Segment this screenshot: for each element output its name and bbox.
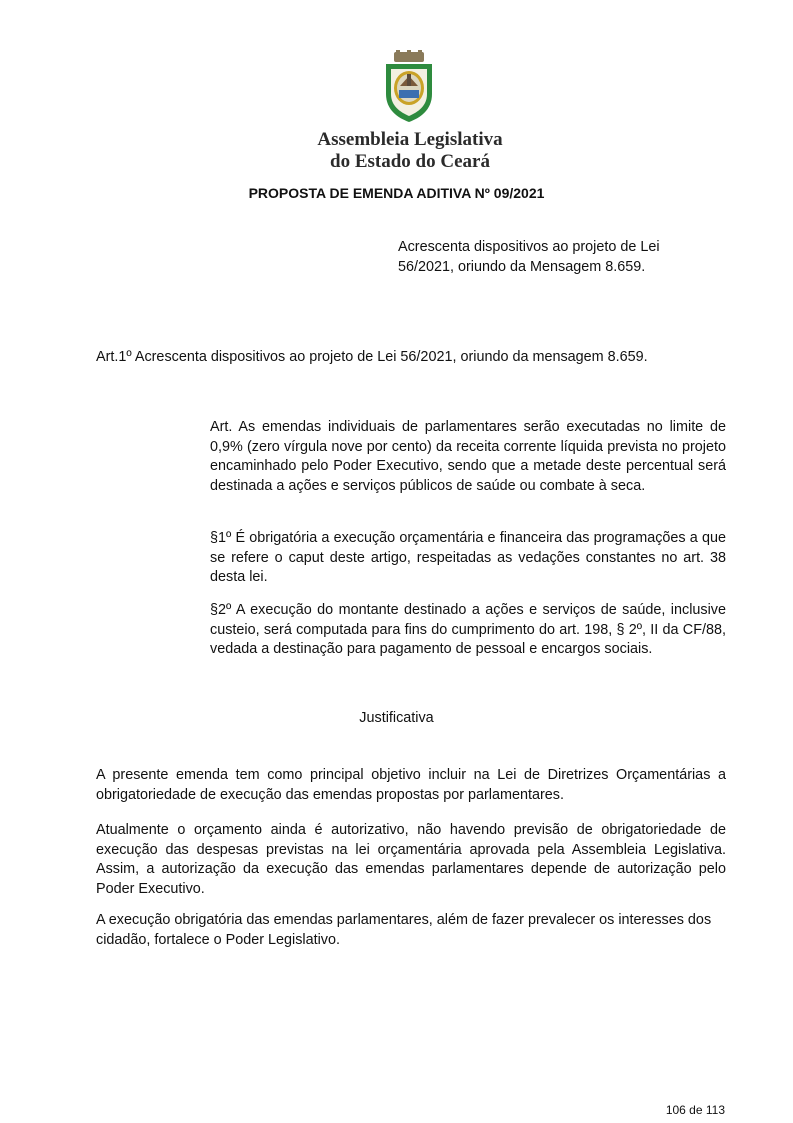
institution-name-line2: do Estado do Ceará	[330, 151, 490, 172]
justification-paragraph: A presente emenda tem como principal objetivo incluir na Lei de Diretrizes Orçamentárias a obrigatoriedade de execução das emendas propostas por parlamentares.	[96, 767, 726, 803]
ceara-coat-of-arms-icon	[380, 50, 438, 124]
ementa: Acrescenta dispositivos ao projeto de Lei 56/2021, oriundo da Mensagem 8.659.	[398, 239, 660, 275]
inserted-article-paragraph-1: §1º É obrigatória a execução orçamentária e financeira das programações a que se refere o caput deste artigo, respeitadas as vedações constantes no art. 38 desta lei.	[210, 530, 726, 585]
justification-heading: Justificativa	[359, 710, 434, 726]
justification-paragraph: Atualmente o orçamento ainda é autorizativo, não havendo previsão de obrigatoriedade de execução das despesas previstas na lei orçamentária aprovada pela Assembleia Legislativa. Assim, a autorização da execução das emendas parlamentares depende de autorização pelo Poder Executivo.	[96, 822, 726, 897]
justification-paragraph: A execução obrigatória das emendas parlamentares, além de fazer prevalecer os interesses dos cidadão, fortalece o Poder Legislativo.	[96, 912, 712, 948]
page-number: 106 de 113	[665, 1103, 725, 1117]
institution-name-line1: Assembleia Legislativa	[317, 129, 503, 150]
document-title: PROPOSTA DE EMENDA ADITIVA Nº 09/2021	[248, 185, 545, 201]
inserted-article-caput: Art. As emendas individuais de parlamentares serão executadas no limite de 0,9% (zero vírgula nove por cento) da receita corrente líquida prevista no projeto encaminhado pelo Poder Executivo, sendo que a metade deste percentual será destinada a ações e serviços públicos de saúde ou combate à seca.	[210, 419, 726, 494]
inserted-article-paragraph-2: §2º A execução do montante destinado a ações e serviços de saúde, inclusive custeio, será computada para fins do cumprimento do art. 198, § 2º, II da CF/88, vedada a destinação para pagamento de pessoal e encargos sociais.	[210, 602, 726, 657]
article-1: Art.1º Acrescenta dispositivos ao projeto de Lei 56/2021, oriundo da mensagem 8.659.	[96, 349, 648, 365]
